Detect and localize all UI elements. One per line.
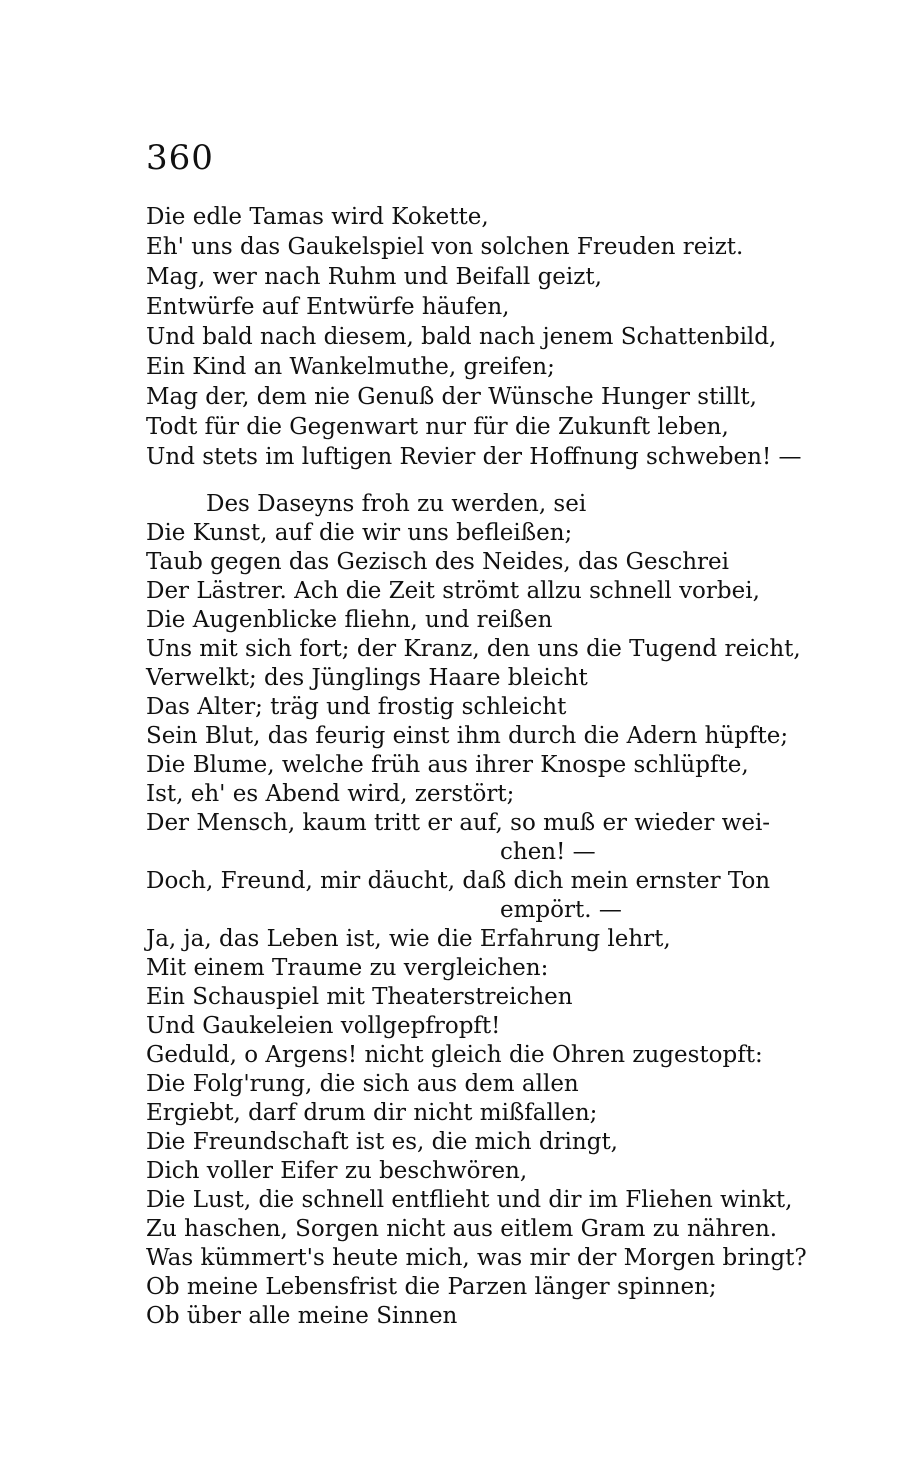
verse-line: Todt für die Gegenwart nur für die Zukunft leben, [146,414,729,440]
verse-line: Ein Kind an Wankelmuthe, greifen; [146,354,555,380]
verse-line: Die Freundschaft ist es, die mich dringt, [146,1129,618,1155]
verse-line: Ja, ja, das Leben ist, wie die Erfahrung lehrt, [146,926,671,952]
verse-line: Mag, wer nach Ruhm und Beifall geizt, [146,264,602,290]
verse-line: Was kümmert's heute mich, was mir der Morgen bringt? [146,1245,807,1271]
verse-line: Und Gaukeleien vollgepfropft! [146,1013,501,1039]
verse-line: Dich voller Eifer zu beschwören, [146,1158,528,1184]
verse-line: Geduld, o Argens! nicht gleich die Ohren zugestopft: [146,1042,763,1068]
page-number: 360 [146,138,214,178]
verse-line: Ein Schauspiel mit Theaterstreichen [146,984,573,1010]
verse-line: Die edle Tamas wird Kokette, [146,204,489,230]
verse-line: Das Alter; träg und frostig schleicht [146,694,567,720]
verse-line: Ergiebt, darf drum dir nicht mißfallen; [146,1100,598,1126]
verse-line: Die Lust, die schnell entflieht und dir im Fliehen winkt, [146,1187,793,1213]
verse-line: Und stets im luftigen Revier der Hoffnung schweben! — [146,444,802,470]
verse-line: Die Augenblicke fliehn, und reißen [146,607,553,633]
verse-line: Mag der, dem nie Genuß der Wünsche Hunger stillt, [146,384,757,410]
verse-line: Der Lästrer. Ach die Zeit strömt allzu schnell vorbei, [146,578,760,604]
verse-line: Ob meine Lebensfrist die Parzen länger spinnen; [146,1274,717,1300]
stanza-first-line: Des Daseyns froh zu werden, sei [206,491,587,517]
verse-line: Ob über alle meine Sinnen [146,1303,458,1329]
verse-line: Die Blume, welche früh aus ihrer Knospe schlüpfte, [146,752,749,778]
verse-line: Die Kunst, auf die wir uns befleißen; [146,520,573,546]
verse-line-continuation: chen! — [500,839,596,865]
verse-line: Und bald nach diesem, bald nach jenem Schattenbild, [146,324,777,350]
verse-line: Der Mensch, kaum tritt er auf, so muß er wieder wei- [146,810,771,836]
verse-line: Entwürfe auf Entwürfe häufen, [146,294,510,320]
verse-line: Taub gegen das Gezisch des Neides, das Geschrei [146,549,730,575]
verse-line: Eh' uns das Gaukelspiel von solchen Freuden reizt. [146,234,744,260]
verse-line: Uns mit sich fort; der Kranz, den uns die Tugend reicht, [146,636,801,662]
verse-line: Mit einem Traume zu vergleichen: [146,955,549,981]
verse-line: Ist, eh' es Abend wird, zerstört; [146,781,515,807]
verse-line: Die Folg'rung, die sich aus dem allen [146,1071,579,1097]
verse-line: Doch, Freund, mir däucht, daß dich mein ernster Ton [146,868,771,894]
verse-line: Zu haschen, Sorgen nicht aus eitlem Gram zu nähren. [146,1216,778,1242]
verse-line: Verwelkt; des Jünglings Haare bleicht [146,665,588,691]
verse-line: Sein Blut, das feurig einst ihm durch die Adern hüpfte; [146,723,789,749]
verse-line-continuation: empört. — [500,897,622,923]
